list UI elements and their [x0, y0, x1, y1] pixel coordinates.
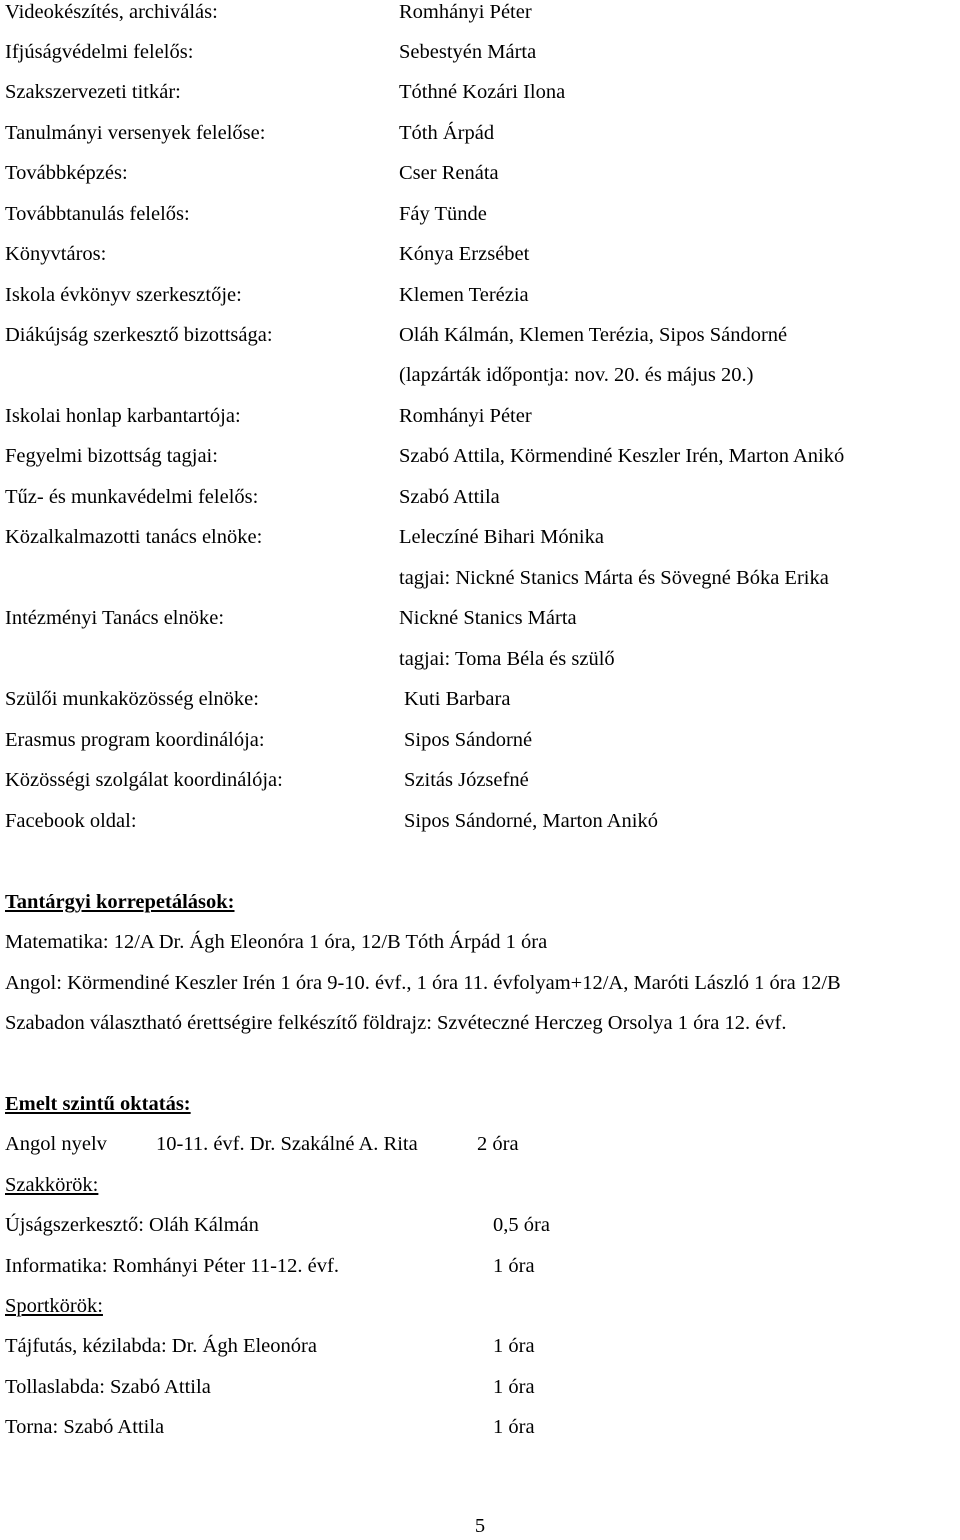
role-row	[5, 682, 960, 716]
role-row	[5, 237, 960, 271]
sport-hours: 1 óra	[493, 1376, 535, 1398]
role-value: tagjai: Nickné Stanics Márta és Sövegné Bóka Erika	[399, 567, 829, 589]
role-row	[5, 439, 960, 473]
role-value: (lapzárták időpontja: nov. 20. és május 20.)	[399, 364, 754, 386]
club-row	[5, 1208, 960, 1242]
tutoring-line: Angol: Körmendiné Keszler Irén 1 óra 9-10. évf., 1 óra 11. évfolyam+12/A, Maróti László 1 óra 12/B	[5, 972, 841, 994]
role-value: Szitás Józsefné	[404, 769, 529, 791]
role-label: Közalkalmazotti tanács elnöke:	[5, 526, 263, 548]
role-value: Sipos Sándorné, Marton Anikó	[404, 810, 658, 832]
role-label: Szülői munkaközösség elnöke:	[5, 688, 259, 710]
role-row	[5, 723, 960, 757]
clubs-heading: Szakkörök:	[5, 1174, 99, 1196]
role-value: Leleczíné Bihari Mónika	[399, 526, 604, 548]
role-row	[5, 35, 960, 69]
club-name: Újságszerkesztő: Oláh Kálmán	[5, 1214, 259, 1236]
role-value: Nickné Stanics Márta	[399, 607, 577, 629]
sport-name: Tájfutás, kézilabda: Dr. Ágh Eleonóra	[5, 1335, 317, 1357]
role-row	[5, 642, 960, 676]
role-row	[5, 399, 960, 433]
sport-row	[5, 1410, 960, 1444]
role-label: Diákújság szerkesztő bizottsága:	[5, 324, 273, 346]
role-label: Tűz- és munkavédelmi felelős:	[5, 486, 259, 508]
role-value: tagjai: Toma Béla és szülő	[399, 648, 615, 670]
sport-name: Torna: Szabó Attila	[5, 1416, 165, 1438]
role-row	[5, 804, 960, 838]
role-label: Továbbtanulás felelős:	[5, 203, 190, 225]
tutoring-line: Szabadon választható érettségire felkészítő földrajz: Szvéteczné Herczeg Orsolya 1 óra 12. évf.	[5, 1012, 787, 1034]
role-value: Sebestyén Márta	[399, 41, 537, 63]
role-label: Könyvtáros:	[5, 243, 107, 265]
role-row	[5, 116, 960, 150]
role-value: Cser Renáta	[399, 162, 499, 184]
role-row	[5, 358, 960, 392]
role-row	[5, 601, 960, 635]
advanced-hours: 2 óra	[477, 1133, 519, 1155]
page-number: 5	[474, 1515, 486, 1537]
role-value: Szabó Attila	[399, 486, 500, 508]
role-row	[5, 156, 960, 190]
advanced-heading: Emelt szintű oktatás:	[5, 1093, 191, 1115]
sport-row	[5, 1370, 960, 1404]
role-value: Klemen Terézia	[399, 284, 529, 306]
role-label: Erasmus program koordinálója:	[5, 729, 265, 751]
role-value: Kuti Barbara	[404, 688, 511, 710]
club-row	[5, 1249, 960, 1283]
tutoring-heading: Tantárgyi korrepetálások:	[5, 891, 235, 913]
role-label: Fegyelmi bizottság tagjai:	[5, 445, 218, 467]
sport-hours: 1 óra	[493, 1416, 535, 1438]
role-value: Oláh Kálmán, Klemen Terézia, Sipos Sándorné	[399, 324, 788, 346]
role-value: Romhányi Péter	[399, 1, 532, 23]
sports-heading: Sportkörök:	[5, 1295, 103, 1317]
advanced-subject: Angol nyelv	[5, 1133, 107, 1155]
role-value: Sipos Sándorné	[404, 729, 533, 751]
role-row	[5, 318, 960, 352]
club-hours: 1 óra	[493, 1255, 535, 1277]
tutoring-line: Matematika: 12/A Dr. Ágh Eleonóra 1 óra, 12/B Tóth Árpád 1 óra	[5, 931, 548, 953]
club-name: Informatika: Romhányi Péter 11-12. évf.	[5, 1255, 339, 1277]
role-label: Facebook oldal:	[5, 810, 137, 832]
role-value: Fáy Tünde	[399, 203, 487, 225]
role-value: Kónya Erzsébet	[399, 243, 530, 265]
role-row	[5, 561, 960, 595]
role-label: Iskola évkönyv szerkesztője:	[5, 284, 242, 306]
role-row	[5, 480, 960, 514]
role-label: Iskolai honlap karbantartója:	[5, 405, 241, 427]
role-value: Tóthné Kozári Ilona	[399, 81, 566, 103]
role-label: Tanulmányi versenyek felelőse:	[5, 122, 266, 144]
role-row	[5, 763, 960, 797]
role-row	[5, 197, 960, 231]
advanced-row	[5, 1127, 960, 1161]
role-row	[5, 0, 960, 29]
role-label: Továbbképzés:	[5, 162, 128, 184]
sport-hours: 1 óra	[493, 1335, 535, 1357]
club-hours: 0,5 óra	[493, 1214, 550, 1236]
role-label: Videokészítés, archiválás:	[5, 1, 218, 23]
role-row	[5, 278, 960, 312]
role-label: Intézményi Tanács elnöke:	[5, 607, 225, 629]
role-label: Ifjúságvédelmi felelős:	[5, 41, 194, 63]
role-row	[5, 520, 960, 554]
role-value: Szabó Attila, Körmendiné Keszler Irén, Marton Anikó	[399, 445, 845, 467]
sport-name: Tollaslabda: Szabó Attila	[5, 1376, 211, 1398]
role-value: Romhányi Péter	[399, 405, 532, 427]
role-row	[5, 75, 960, 109]
role-label: Szakszervezeti titkár:	[5, 81, 181, 103]
role-value: Tóth Árpád	[399, 122, 495, 144]
sport-row	[5, 1329, 960, 1363]
role-label: Közösségi szolgálat koordinálója:	[5, 769, 283, 791]
advanced-detail: 10-11. évf. Dr. Szakálné A. Rita	[156, 1133, 418, 1155]
